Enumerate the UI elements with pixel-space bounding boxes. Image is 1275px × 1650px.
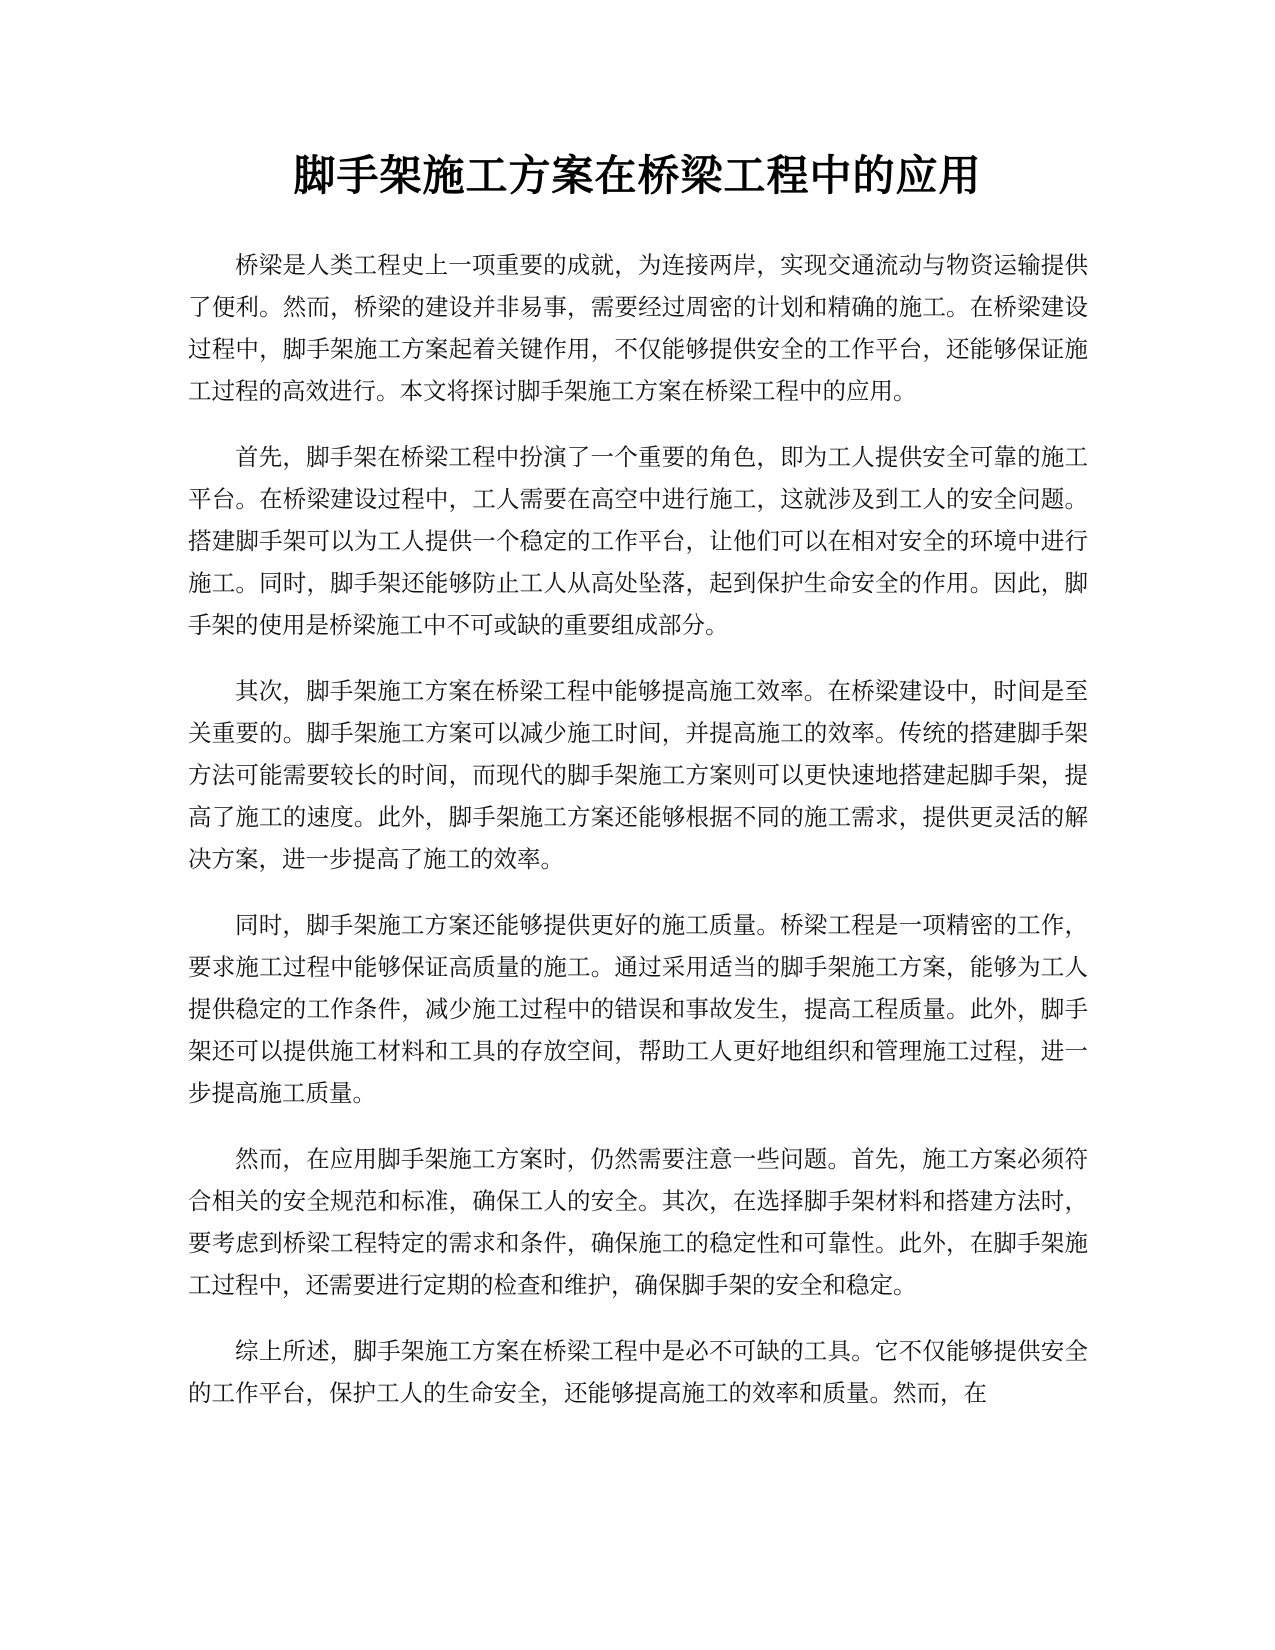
paragraph-5: 然而，在应用脚手架施工方案时，仍然需要注意一些问题。首先，施工方案必须符合相关的安全规范和标准，确保工人的安全。其次，在选择脚手架材料和搭建方法时，要考虑到桥梁工程特定的需求和条件，确保施工的稳定性和可靠性。此外，在脚手架施工过程中，还需要进行定期的检查和维护，确保脚手架的安全和稳定。 xyxy=(188,1145,1088,1299)
paragraph-3: 其次，脚手架施工方案在桥梁工程中能够提高施工效率。在桥梁建设中，时间是至关重要的。脚手架施工方案可以减少施工时间，并提高施工的效率。传统的搭建脚手架方法可能需要较长的时间，而现代的脚手架施工方案则可以更快速地搭建起脚手架，提高了施工的速度。此外，脚手架施工方案还能够根据不同的施工需求，提供更灵活的解决方案，进一步提高了施工的效率。 xyxy=(188,677,1088,873)
paragraph-2: 首先，脚手架在桥梁工程中扮演了一个重要的角色，即为工人提供安全可靠的施工平台。在桥梁建设过程中，工人需要在高空中进行施工，这就涉及到工人的安全问题。搭建脚手架可以为工人提供一个稳定的工作平台，让他们可以在相对安全的环境中进行施工。同时，脚手架还能够防止工人从高处坠落，起到保护生命安全的作用。因此，脚手架的使用是桥梁施工中不可或缺的重要组成部分。 xyxy=(188,443,1088,639)
paragraph-6: 综上所述，脚手架施工方案在桥梁工程中是必不可缺的工具。它不仅能够提供安全的工作平台，保护工人的生命安全，还能够提高施工的效率和质量。然而，在 xyxy=(188,1337,1088,1407)
paragraph-1: 桥梁是人类工程史上一项重要的成就，为连接两岸，实现交通流动与物资运输提供了便利。然而，桥梁的建设并非易事，需要经过周密的计划和精确的施工。在桥梁建设过程中，脚手架施工方案起着关键作用，不仅能够提供安全的工作平台，还能够保证施工过程的高效进行。本文将探讨脚手架施工方案在桥梁工程中的应用。 xyxy=(188,251,1088,405)
document-title: 脚手架施工方案在桥梁工程中的应用 xyxy=(293,151,982,200)
document-body xyxy=(188,244,1088,1438)
paragraph-4: 同时，脚手架施工方案还能够提供更好的施工质量。桥梁工程是一项精密的工作，要求施工过程中能够保证高质量的施工。通过采用适当的脚手架施工方案，能够为工人提供稳定的工作条件，减少施工过程中的错误和事故发生，提高工程质量。此外，脚手架还可以提供施工材料和工具的存放空间，帮助工人更好地组织和管理施工过程，进一步提高施工质量。 xyxy=(188,911,1088,1107)
